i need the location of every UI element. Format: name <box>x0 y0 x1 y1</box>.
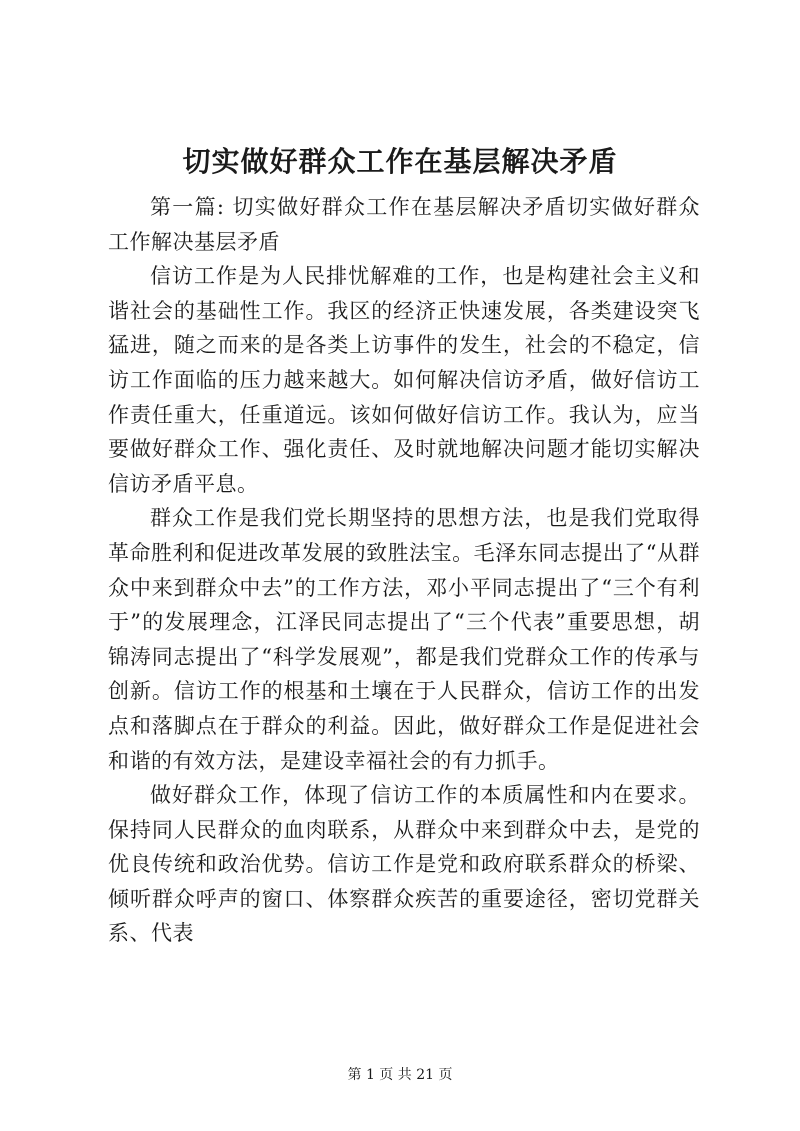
paragraph-3: 群众工作是我们党长期坚持的思想方法，也是我们党取得革命胜利和促进改革发展的致胜法宝。毛泽东同志提出了“从群众中来到群众中去”的工作方法，邓小平同志提出了“三个有利于”的发展理念，江泽民同志提出了“三个代表”重要思想，胡锦涛同志提出了“科学发展观”，都是我们党群众工作的传承与创新。信访工作的根基和土壤在于人民群众，信访工作的出发点和落脚点在于群众的利益。因此，做好群众工作是促进社会和谐的有效方法，是建设幸福社会的有力抓手。 <box>108 506 700 773</box>
page-number-footer: 第 1 页 共 21 页 <box>347 1067 453 1083</box>
document-body <box>108 190 700 951</box>
paragraph-2: 信访工作是为人民排忧解难的工作，也是构建社会主义和谐社会的基础性工作。我区的经济正快速发展，各类建设突飞猛进，随之而来的是各类上访事件的发生，社会的不稳定，信访工作面临的压力越来越大。如何解决信访矛盾，做好信访工作责任重大，任重道远。该如何做好信访工作。我认为，应当要做好群众工作、强化责任、及时就地解决问题才能切实解决信访矛盾平息。 <box>108 264 700 496</box>
paragraph-1: 第一篇: 切实做好群众工作在基层解决矛盾切实做好群众工作解决基层矛盾 <box>108 195 700 254</box>
paragraph-4: 做好群众工作，体现了信访工作的本质属性和内在要求。保持同人民群众的血肉联系，从群众中来到群众中去，是党的优良传统和政治优势。信访工作是党和政府联系群众的桥梁、倾听群众呼声的窗口、体察群众疾苦的重要途径，密切党群关系、代表 <box>108 783 700 946</box>
document-title: 切实做好群众工作在基层解决矛盾 <box>182 145 618 178</box>
